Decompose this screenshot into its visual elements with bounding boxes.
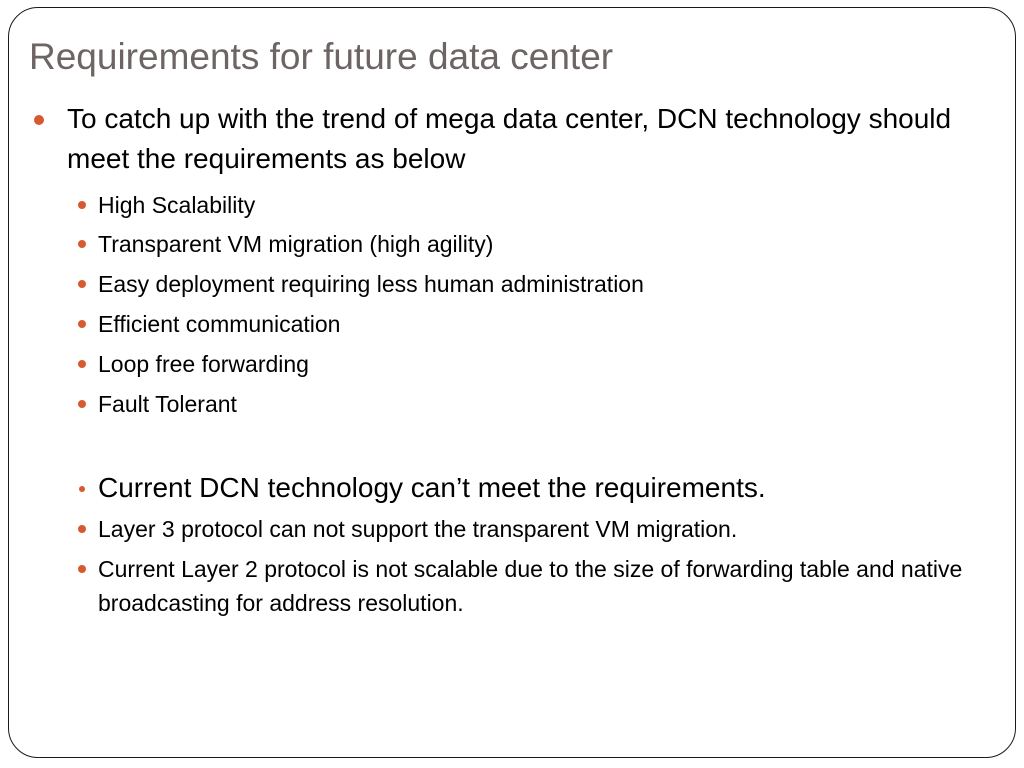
bullet-marker	[78, 320, 86, 328]
bullet-marker	[78, 400, 86, 408]
bullet-marker	[78, 240, 86, 248]
current-statement: Current DCN technology can’t meet the requirements.	[98, 472, 766, 503]
requirement-item: Transparent VM migration (high agility)	[98, 231, 494, 257]
requirement-item: Fault Tolerant	[98, 391, 237, 417]
requirement-item: Easy deployment requiring less human administration	[98, 271, 644, 297]
main-bullet-text: To catch up with the trend of mega data center, DCN technology should meet the requirements as below	[67, 103, 952, 174]
requirement-item: Efficient communication	[98, 311, 341, 337]
page-title: Requirements for future data center	[29, 36, 614, 77]
bullet-marker	[34, 115, 44, 125]
bullet-marker	[78, 360, 86, 368]
bullet-marker	[78, 525, 86, 533]
requirement-item: Loop free forwarding	[98, 351, 309, 377]
bullet-marker	[78, 565, 86, 573]
bullet-marker	[78, 280, 86, 288]
requirement-item: High Scalability	[98, 192, 256, 218]
bullet-marker	[78, 201, 86, 209]
issue-item: Layer 3 protocol can not support the transparent VM migration.	[98, 516, 738, 542]
bullet-marker	[79, 486, 85, 492]
issue-item: Current Layer 2 protocol is not scalable due to the size of forwarding table and native broadcasting for address resolution.	[98, 556, 963, 616]
